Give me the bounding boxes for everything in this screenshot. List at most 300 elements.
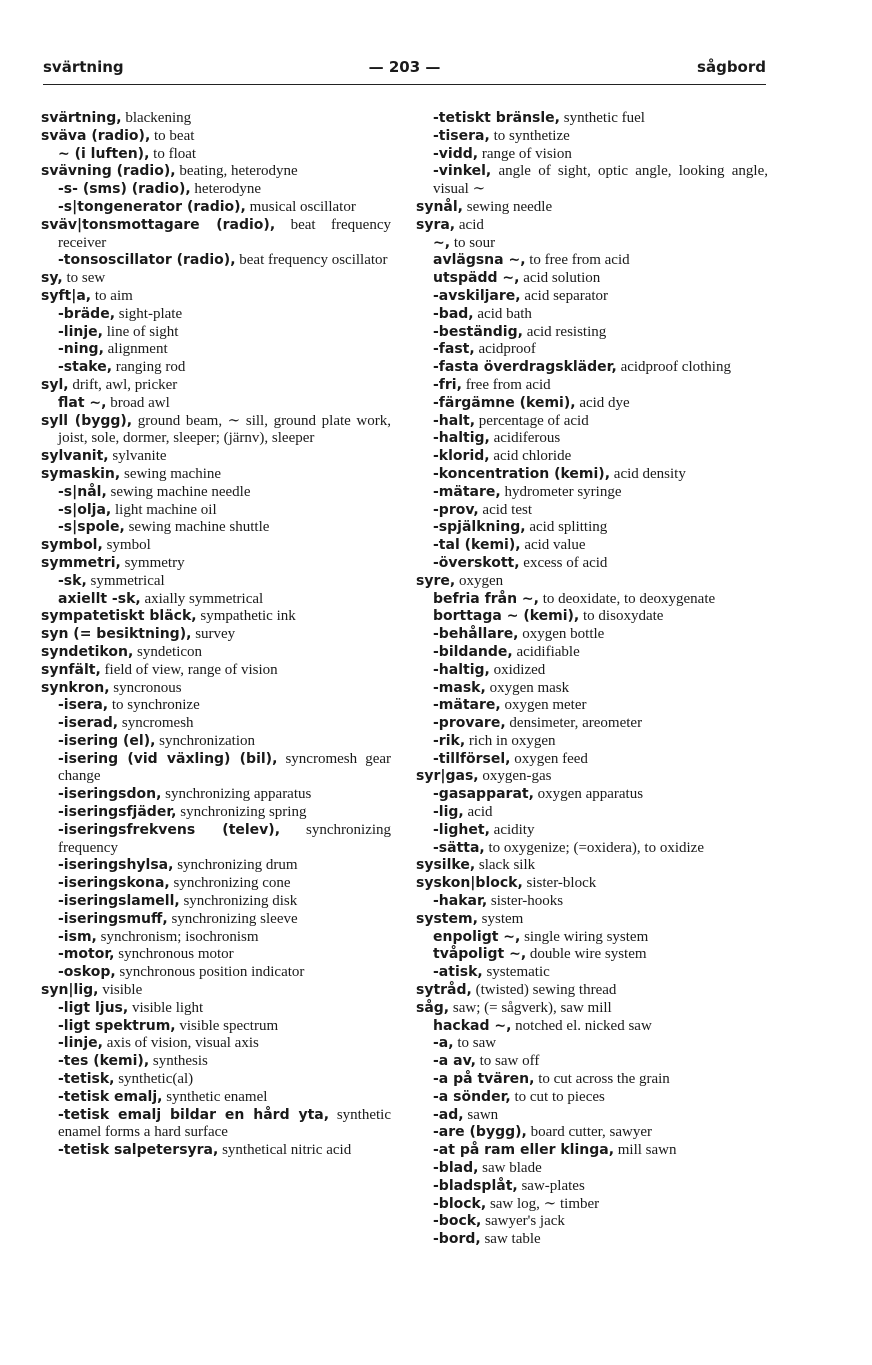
entry-definition: synchronism; isochronism xyxy=(100,928,259,945)
dictionary-entry xyxy=(41,288,391,306)
page-header xyxy=(43,56,766,85)
header-first-entry: svärtning xyxy=(43,58,124,76)
sub-entry xyxy=(416,1231,768,1249)
entry-term: -s- (sms) (radio), xyxy=(58,181,191,198)
sub-entry xyxy=(41,946,391,964)
entry-term: -tes (kemi), xyxy=(58,1053,150,1070)
entry-definition: to saw off xyxy=(479,1053,540,1070)
entry-term: utspädd ∼, xyxy=(433,270,520,287)
entry-term: symaskin, xyxy=(41,465,121,482)
sub-entry xyxy=(416,822,768,840)
sub-entry xyxy=(41,893,391,911)
sub-entry xyxy=(416,680,768,698)
entry-definition: sight-plate xyxy=(118,305,183,322)
sub-entry xyxy=(41,146,391,164)
sub-entry xyxy=(41,395,391,413)
sub-entry xyxy=(416,1196,768,1214)
entry-term: -tetisk emalj, xyxy=(58,1088,163,1105)
entry-definition: free from acid xyxy=(465,376,551,393)
sub-entry xyxy=(416,1089,768,1107)
sub-entry xyxy=(416,715,768,733)
entry-definition: oxygen xyxy=(458,572,504,589)
entry-definition: saw-plates xyxy=(521,1177,585,1194)
entry-definition: acid separator xyxy=(524,287,609,304)
entry-definition: percentage of acid xyxy=(478,412,589,429)
sub-entry xyxy=(41,573,391,591)
entry-term: tvåpoligt ∼, xyxy=(433,946,527,963)
dictionary-entry xyxy=(41,644,391,662)
dictionary-entry xyxy=(41,448,391,466)
entry-definition: double wire system xyxy=(529,946,647,963)
entry-definition: visible spectrum xyxy=(179,1017,279,1034)
sub-entry xyxy=(416,804,768,822)
entry-term: borttaga ∼ (kemi), xyxy=(433,608,580,625)
entry-term: -bildande, xyxy=(433,643,513,660)
entry-term: -s|olja, xyxy=(58,501,112,518)
entry-term: -lig, xyxy=(433,804,464,821)
entry-term: sväva (radio), xyxy=(41,127,151,144)
entry-definition: axially symmetrical xyxy=(144,590,264,607)
entry-definition: synthetic(al) xyxy=(118,1071,194,1088)
dictionary-entry xyxy=(41,662,391,680)
entry-term: -isering (el), xyxy=(58,732,156,749)
entry-term: -blad, xyxy=(433,1160,479,1177)
entry-term: -a sönder, xyxy=(433,1088,511,1105)
entry-term: -a på tvären, xyxy=(433,1071,535,1088)
entry-definition: syncronous xyxy=(113,679,182,696)
sub-entry xyxy=(41,1107,391,1143)
entry-definition: symmetry xyxy=(124,554,185,571)
entry-definition: sewing machine needle xyxy=(110,483,251,500)
entry-term: svävning (radio), xyxy=(41,163,176,180)
entry-definition: acid test xyxy=(482,501,532,518)
entry-definition: synthetic fuel xyxy=(563,110,645,126)
entry-term: -fri, xyxy=(433,376,462,393)
dictionary-entry xyxy=(41,217,391,253)
sub-entry xyxy=(416,448,768,466)
entry-term: -iseringslamell, xyxy=(58,893,180,910)
entry-definition: saw; (= sågverk), saw mill xyxy=(452,999,612,1016)
entry-term: -tisera, xyxy=(433,127,490,144)
sub-entry xyxy=(416,946,768,964)
entry-term: -haltig, xyxy=(433,661,490,678)
entry-term: -tetiskt bränsle, xyxy=(433,110,560,126)
left-column xyxy=(41,110,391,1160)
entry-term: -iseringsdon, xyxy=(58,786,162,803)
entry-term: sväv|tonsmottagare (radio), xyxy=(41,216,276,233)
entry-definition: synchronizing drum xyxy=(177,857,298,874)
sub-entry xyxy=(41,1053,391,1071)
entry-term: synkron, xyxy=(41,679,110,696)
entry-term: -a, xyxy=(433,1035,454,1052)
entry-term: -isera, xyxy=(58,697,109,714)
sub-entry xyxy=(41,306,391,324)
entry-definition: symbol xyxy=(106,537,151,554)
entry-term: synål, xyxy=(416,198,463,215)
entry-definition: blackening xyxy=(125,110,192,126)
entry-term: syll (bygg), xyxy=(41,412,133,429)
entry-definition: hydrometer syringe xyxy=(504,483,622,500)
dictionary-entry xyxy=(41,163,391,181)
entry-definition: synthetic enamel forms a hard surface xyxy=(58,1106,391,1141)
entry-term: -motor, xyxy=(58,946,115,963)
sub-entry xyxy=(416,733,768,751)
entry-term: -koncentration (kemi), xyxy=(433,465,611,482)
sub-entry xyxy=(416,484,768,502)
entry-definition: to cut to pieces xyxy=(514,1088,605,1105)
entry-term: -bock, xyxy=(433,1213,482,1230)
entry-term: -tonsoscillator (radio), xyxy=(58,252,236,269)
sub-entry xyxy=(41,875,391,893)
entry-term: syskon|block, xyxy=(416,875,523,892)
entry-definition: notched el. nicked saw xyxy=(515,1017,652,1034)
entry-definition: sawn xyxy=(467,1106,499,1123)
entry-term: sysilke, xyxy=(416,857,476,874)
sub-entry xyxy=(41,359,391,377)
entry-term: -tetisk salpetersyra, xyxy=(58,1142,219,1159)
entry-definition: to sour xyxy=(453,234,496,251)
entry-term: -iseringshylsa, xyxy=(58,857,174,874)
entry-term: -atisk, xyxy=(433,964,483,981)
entry-term: syn (= besiktning), xyxy=(41,626,192,643)
entry-term: syre, xyxy=(416,572,456,589)
entry-definition: ranging rod xyxy=(115,359,186,376)
entry-term: symmetri, xyxy=(41,554,121,571)
sub-entry xyxy=(416,1071,768,1089)
entry-term: -färgämne (kemi), xyxy=(433,394,576,411)
entry-definition: synchronizing sleeve xyxy=(171,910,298,927)
entry-definition: saw table xyxy=(484,1231,541,1248)
entry-definition: line of sight xyxy=(106,323,179,340)
entry-definition: sylvanite xyxy=(112,448,167,465)
entry-term: -mätare, xyxy=(433,697,501,714)
sub-entry xyxy=(416,1053,768,1071)
entry-term: -a av, xyxy=(433,1053,476,1070)
entry-term: -bad, xyxy=(433,305,474,322)
sub-entry xyxy=(41,181,391,199)
entry-definition: to float xyxy=(153,145,197,162)
entry-definition: light machine oil xyxy=(115,501,217,518)
entry-term: -haltig, xyxy=(433,430,490,447)
sub-entry xyxy=(416,1035,768,1053)
entry-term: ∼, xyxy=(433,234,451,251)
sub-entry xyxy=(416,110,768,128)
sub-entry xyxy=(416,306,768,324)
entry-term: -halt, xyxy=(433,412,476,429)
entry-definition: synthetical nitric acid xyxy=(222,1142,352,1159)
entry-term: -ad, xyxy=(433,1106,464,1123)
entry-term: -isering (vid växling) (bil), xyxy=(58,750,278,767)
sub-entry xyxy=(41,591,391,609)
entry-definition: acidiferous xyxy=(493,430,561,447)
sub-entry xyxy=(416,591,768,609)
dictionary-entry xyxy=(41,128,391,146)
entry-term: hackad ∼, xyxy=(433,1017,512,1034)
entry-term: -beständig, xyxy=(433,323,523,340)
sub-entry xyxy=(416,324,768,342)
entry-term: -vinkel, xyxy=(433,163,492,180)
entry-term: -klorid, xyxy=(433,448,490,465)
sub-entry xyxy=(416,359,768,377)
sub-entry xyxy=(416,964,768,982)
entry-term: -bräde, xyxy=(58,305,116,322)
sub-entry xyxy=(416,840,768,858)
sub-entry xyxy=(41,964,391,982)
sub-entry xyxy=(416,377,768,395)
entry-term: -bladsplåt, xyxy=(433,1177,518,1194)
entry-definition: to beat xyxy=(154,127,195,144)
entry-term: -hakar, xyxy=(433,893,488,910)
sub-entry xyxy=(416,697,768,715)
sub-entry xyxy=(41,1142,391,1160)
entry-term: syft|a, xyxy=(41,287,92,304)
sub-entry xyxy=(416,608,768,626)
sub-entry xyxy=(41,857,391,875)
entry-definition: acid chloride xyxy=(493,448,572,465)
entry-term: -lighet, xyxy=(433,821,490,838)
sub-entry xyxy=(41,715,391,733)
sub-entry xyxy=(41,733,391,751)
sub-entry xyxy=(416,163,768,199)
entry-term: axiellt -sk, xyxy=(58,590,141,607)
entry-definition: systematic xyxy=(486,964,550,981)
entry-definition: to disoxydate xyxy=(583,608,664,625)
entry-definition: survey xyxy=(195,626,236,643)
entry-definition: oxygen-gas xyxy=(482,768,552,785)
entry-term: -fasta överdragskläder, xyxy=(433,359,617,376)
sub-entry xyxy=(416,662,768,680)
sub-entry xyxy=(416,128,768,146)
entry-term: -bord, xyxy=(433,1231,481,1248)
sub-entry xyxy=(416,1018,768,1036)
sub-entry xyxy=(416,252,768,270)
entry-definition: oxygen mask xyxy=(489,679,570,696)
dictionary-entry xyxy=(41,982,391,1000)
sub-entry xyxy=(416,235,768,253)
entry-definition: visible xyxy=(102,982,143,999)
entry-definition: acidifiable xyxy=(516,643,580,660)
dictionary-entry xyxy=(41,680,391,698)
sub-entry xyxy=(416,146,768,164)
entry-definition: acid solution xyxy=(523,270,601,287)
entry-term: -mask, xyxy=(433,679,486,696)
entry-term: -spjälkning, xyxy=(433,519,526,536)
entry-definition: syncromesh gear change xyxy=(58,750,392,785)
dictionary-entry xyxy=(41,555,391,573)
entry-definition: broad awl xyxy=(110,394,170,411)
sub-entry xyxy=(41,519,391,537)
dictionary-entry xyxy=(41,270,391,288)
sub-entry xyxy=(416,1213,768,1231)
entry-definition: syncromesh xyxy=(121,715,194,732)
entry-term: befria från ∼, xyxy=(433,590,539,607)
entry-definition: syndeticon xyxy=(137,643,203,660)
entry-term: -oskop, xyxy=(58,964,116,981)
header-last-entry: sågbord xyxy=(697,58,766,76)
sub-entry xyxy=(416,626,768,644)
sub-entry xyxy=(416,519,768,537)
sub-entry xyxy=(41,502,391,520)
dictionary-entry xyxy=(416,982,768,1000)
entry-definition: saw log, ∼ timber xyxy=(489,1195,600,1212)
entry-term: sy, xyxy=(41,270,63,287)
entry-definition: synchronous motor xyxy=(118,946,234,963)
entry-term: synfält, xyxy=(41,661,101,678)
entry-definition: to sew xyxy=(66,270,106,287)
entry-term: -block, xyxy=(433,1195,487,1212)
entry-definition: heterodyne xyxy=(194,181,262,198)
dictionary-entry xyxy=(416,199,768,217)
entry-term: -at på ram eller klinga, xyxy=(433,1142,615,1159)
entry-definition: drift, awl, pricker xyxy=(72,376,178,393)
entry-definition: saw blade xyxy=(482,1160,542,1177)
entry-definition: beat frequency receiver xyxy=(58,216,391,251)
entry-term: -överskott, xyxy=(433,554,520,571)
entry-definition: musical oscillator xyxy=(249,198,356,215)
entry-term: enpoligt ∼, xyxy=(433,928,521,945)
right-column xyxy=(416,110,768,1249)
entry-term: -stake, xyxy=(58,359,113,376)
entry-term: -linje, xyxy=(58,1035,103,1052)
sub-entry xyxy=(41,822,391,858)
dictionary-entry xyxy=(416,1000,768,1018)
entry-definition: sympathetic ink xyxy=(200,608,296,625)
entry-term: -iseringsfjäder, xyxy=(58,804,177,821)
entry-definition: to aim xyxy=(94,287,133,304)
entry-term: -iseringsfrekvens (telev), xyxy=(58,821,281,838)
entry-term: syn|lig, xyxy=(41,982,99,999)
entry-definition: beat frequency oscillator xyxy=(239,252,388,269)
dictionary-entry xyxy=(41,110,391,128)
dictionary-entry xyxy=(41,608,391,626)
entry-term: -tillförsel, xyxy=(433,750,511,767)
entry-term: ∼ (i luften), xyxy=(58,145,150,162)
entry-term: -provare, xyxy=(433,715,506,732)
sub-entry xyxy=(416,893,768,911)
entry-term: sylvanit, xyxy=(41,448,109,465)
entry-definition: sewing machine shuttle xyxy=(128,519,270,536)
sub-entry xyxy=(416,270,768,288)
sub-entry xyxy=(41,1071,391,1089)
entry-definition: alignment xyxy=(107,341,168,358)
sub-entry xyxy=(416,430,768,448)
entry-term: -behållare, xyxy=(433,626,519,643)
entry-definition: synchronizing apparatus xyxy=(165,786,312,803)
sub-entry xyxy=(41,1000,391,1018)
entry-definition: acidproof xyxy=(478,341,536,358)
sub-entry xyxy=(416,502,768,520)
entry-term: svärtning, xyxy=(41,110,122,126)
entry-term: -sätta, xyxy=(433,839,485,856)
entry-definition: acidproof clothing xyxy=(620,359,731,376)
entry-definition: synchronous position indicator xyxy=(119,964,305,981)
entry-definition: oxygen apparatus xyxy=(537,786,644,803)
sub-entry xyxy=(416,644,768,662)
entry-term: -vidd, xyxy=(433,145,479,162)
entry-definition: synchronizing cone xyxy=(173,875,291,892)
entry-term: symbol, xyxy=(41,537,103,554)
entry-term: -gasapparat, xyxy=(433,786,534,803)
entry-term: -rik, xyxy=(433,732,466,749)
entry-definition: board cutter, sawyer xyxy=(530,1124,653,1141)
sub-entry xyxy=(41,929,391,947)
entry-definition: sewing needle xyxy=(466,198,553,215)
entry-definition: acid resisting xyxy=(526,323,607,340)
entry-definition: acid xyxy=(467,804,493,821)
entry-definition: to synthetize xyxy=(493,127,570,144)
entry-definition: acid bath xyxy=(477,305,532,322)
entry-definition: to oxygenize; (=oxidera), to oxidize xyxy=(488,839,704,856)
entry-term: -linje, xyxy=(58,323,103,340)
entry-term: sytråd, xyxy=(416,982,472,999)
entry-definition: single wiring system xyxy=(524,928,649,945)
entry-definition: synthetic enamel xyxy=(166,1088,268,1105)
entry-definition: to cut across the grain xyxy=(538,1071,670,1088)
entry-term: -tal (kemi), xyxy=(433,537,521,554)
sub-entry xyxy=(41,484,391,502)
sub-entry xyxy=(416,1160,768,1178)
sub-entry xyxy=(416,555,768,573)
sub-entry xyxy=(41,324,391,342)
entry-term: -tetisk emalj bildar en hård yta, xyxy=(58,1106,330,1123)
sub-entry xyxy=(416,1124,768,1142)
entry-term: -iseringsmuff, xyxy=(58,910,168,927)
entry-definition: oxygen feed xyxy=(514,750,588,767)
entry-definition: to synchronize xyxy=(111,697,200,714)
sub-entry xyxy=(41,804,391,822)
entry-definition: synthesis xyxy=(152,1053,208,1070)
entry-term: system, xyxy=(416,910,478,927)
sub-entry xyxy=(416,929,768,947)
sub-entry xyxy=(416,1178,768,1196)
sub-entry xyxy=(416,341,768,359)
dictionary-entry xyxy=(416,573,768,591)
entry-definition: sister-hooks xyxy=(490,893,564,910)
entry-definition: synchronizing frequency xyxy=(58,821,392,856)
entry-term: syl, xyxy=(41,376,69,393)
dictionary-entry xyxy=(41,466,391,484)
entry-definition: (twisted) sewing thread xyxy=(475,982,617,999)
entry-term: -ism, xyxy=(58,928,97,945)
entry-definition: acid splitting xyxy=(529,519,608,536)
entry-term: avlägsna ∼, xyxy=(433,252,526,269)
entry-term: -ning, xyxy=(58,341,104,358)
entry-definition: synchronization xyxy=(159,732,255,749)
entry-definition: system xyxy=(481,910,524,927)
sub-entry xyxy=(41,341,391,359)
entry-definition: acid density xyxy=(613,465,686,482)
entry-definition: range of vision xyxy=(481,145,572,162)
entry-term: -sk, xyxy=(58,572,87,589)
entry-definition: to free from acid xyxy=(529,252,630,269)
entry-definition: field of view, range of vision xyxy=(104,661,278,678)
dictionary-entry xyxy=(416,857,768,875)
sub-entry xyxy=(416,1142,768,1160)
entry-definition: sister-block xyxy=(526,875,597,892)
page-number: — 203 — xyxy=(368,58,441,76)
entry-term: syr|gas, xyxy=(416,768,479,785)
entry-definition: oxygen meter xyxy=(504,697,587,714)
entry-definition: to saw xyxy=(457,1035,497,1052)
entry-term: flat ∼, xyxy=(58,394,107,411)
entry-definition: beating, heterodyne xyxy=(179,163,298,180)
entry-definition: to deoxidate, to deoxygenate xyxy=(542,590,716,607)
sub-entry xyxy=(416,413,768,431)
entry-definition: sewing machine xyxy=(123,465,222,482)
dictionary-entry xyxy=(41,537,391,555)
entry-definition: synchronizing spring xyxy=(180,804,307,821)
dictionary-entry xyxy=(416,911,768,929)
